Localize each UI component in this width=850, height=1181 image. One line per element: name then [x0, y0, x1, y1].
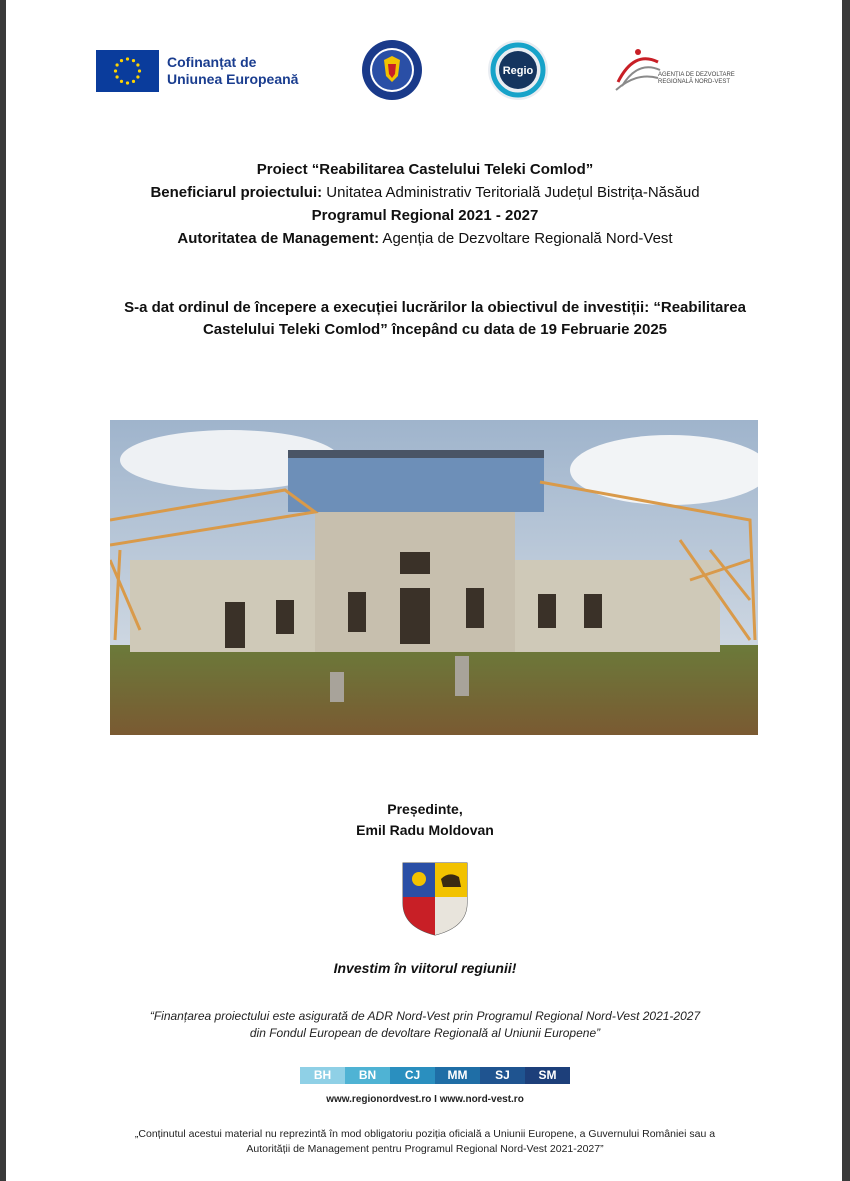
county-badge-bn: BN — [345, 1067, 390, 1084]
castle-photo — [110, 420, 758, 735]
financing-note — [80, 1008, 770, 1042]
eu-caption — [167, 54, 298, 88]
county-badge-bh: BH — [300, 1067, 345, 1084]
eu-caption-line2: Uniunea Europeană — [167, 71, 299, 87]
financing-line1: “Finanțarea proiectului este asigurată de ADR Nord-Vest prin Programul Regional Nord-Vest 2021-2027 — [149, 1009, 701, 1023]
project-title: Proiect “Reabilitarea Castelului Teleki Comlod” — [256, 161, 594, 178]
county-badge-cj: CJ — [390, 1067, 435, 1084]
order-line2: Castelului Teleki Comlod” începând cu data de 19 Februarie 2025 — [202, 321, 668, 338]
authority-label: Autoritatea de Management: — [177, 230, 380, 247]
beneficiary-label: Beneficiarul proiectului: — [150, 184, 323, 201]
slogan: Investim în viitorul regiunii! — [333, 960, 517, 976]
beneficiary-value: Unitatea Administrativ Teritorială Județul Bistrița-Năsăud — [322, 184, 700, 201]
authority-value: Agenția de Dezvoltare Regională Nord-Vest — [379, 230, 673, 247]
adr-logo — [608, 42, 738, 102]
project-header — [0, 158, 850, 250]
president-name: Emil Radu Moldovan — [356, 822, 494, 838]
disclaimer-line2: Autorității de Management pentru Programul Regional Nord-Vest 2021-2027” — [246, 1143, 604, 1155]
program-name: Programul Regional 2021 - 2027 — [311, 207, 539, 224]
eu-flag-icon — [96, 50, 159, 92]
eu-caption-line1: Cofinanțat de — [167, 54, 257, 70]
county-coat-of-arms-icon — [401, 861, 469, 937]
work-order-announcement — [110, 297, 760, 341]
county-badge-mm: MM — [435, 1067, 480, 1084]
logo-row — [96, 38, 740, 108]
eu-logo — [96, 50, 298, 92]
disclaimer — [70, 1127, 780, 1157]
signature-block — [0, 799, 850, 841]
county-badge-sm: SM — [525, 1067, 570, 1084]
government-seal-icon — [360, 38, 424, 102]
president-title: Președinte, — [387, 801, 463, 817]
county-bar — [300, 1067, 570, 1084]
regio-logo — [486, 38, 550, 102]
adr-caption: AGENȚIA DE DEZVOLTARE REGIONALĂ NORD-VEST — [658, 72, 735, 85]
regio-text: Regio — [502, 65, 534, 77]
county-badge-sj: SJ — [480, 1067, 525, 1084]
disclaimer-line1: „Conținutul acestui material nu reprezintă în mod obligatoriu poziția oficială a Uniunii Europene, a Guvernului României sau a — [134, 1128, 716, 1140]
websites: www.regionordvest.ro I www.nord-vest.ro — [326, 1094, 524, 1105]
order-line1: S-a dat ordinul de începere a execuției lucrărilor la obiectivul de investiții: “Reabilitarea — [124, 299, 746, 316]
financing-line2: din Fondul European de devoltare Regională al Uniunii Europene” — [249, 1026, 601, 1040]
